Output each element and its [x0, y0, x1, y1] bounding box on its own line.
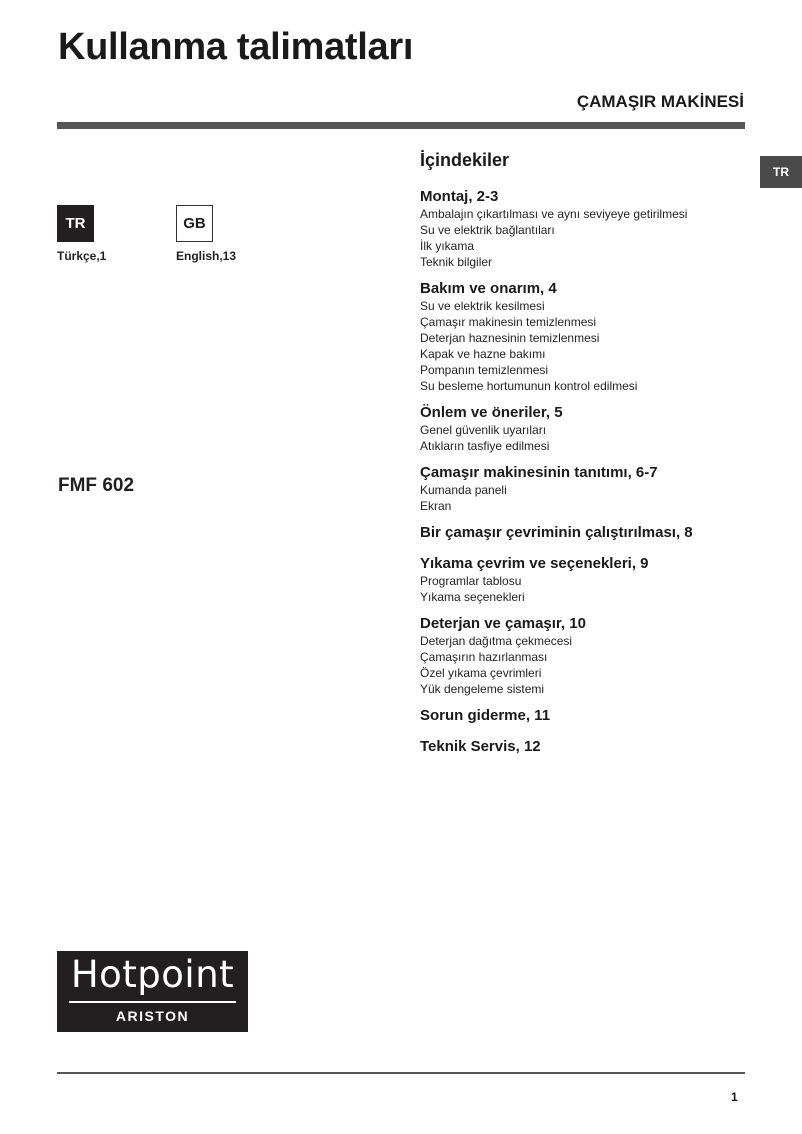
- toc-item[interactable]: Deterjan haznesinin temizlenmesi: [420, 331, 600, 345]
- toc-item[interactable]: İlk yıkama: [420, 239, 475, 253]
- toc-item[interactable]: Su ve elektrik kesilmesi: [420, 299, 545, 313]
- toc-item[interactable]: Kumanda paneli: [420, 483, 507, 497]
- toc-item[interactable]: Özel yıkama çevrimleri: [420, 666, 542, 680]
- toc-section: [420, 706, 760, 725]
- toc-section: [420, 279, 760, 394]
- toc-item[interactable]: Atıkların tasfiye edilmesi: [420, 439, 550, 453]
- header-divider: [57, 122, 745, 129]
- toc-section-title[interactable]: Sorun giderme, 11: [420, 707, 551, 724]
- toc-section: [420, 614, 760, 697]
- toc-section: [420, 737, 760, 756]
- toc-item[interactable]: Ambalajın çıkartılması ve aynı seviyeye getirilmesi: [420, 207, 688, 221]
- toc-section: [420, 523, 760, 542]
- toc-item[interactable]: Su besleme hortumunun kontrol edilmesi: [420, 379, 638, 393]
- logo-brand-text: Hotpoint: [70, 953, 235, 996]
- footer-divider: [57, 1072, 745, 1074]
- toc-section: [420, 463, 760, 514]
- brand-logo: [57, 951, 248, 1032]
- toc-item[interactable]: Deterjan dağıtma çekmecesi: [420, 634, 573, 648]
- toc-item[interactable]: Ekran: [420, 499, 452, 513]
- toc-section-title[interactable]: Önlem ve öneriler, 5: [420, 404, 563, 421]
- toc-item[interactable]: Kapak ve hazne bakımı: [420, 347, 546, 361]
- toc-item[interactable]: Su ve elektrik bağlantıları: [420, 223, 555, 237]
- toc-item[interactable]: Pompanın temizlenmesi: [420, 363, 549, 377]
- toc-section-title[interactable]: Yıkama çevrim ve seçenekleri, 9: [420, 555, 649, 572]
- toc-item[interactable]: Yıkama seçenekleri: [420, 590, 525, 604]
- logo-divider: [69, 1001, 236, 1003]
- table-of-contents: [420, 150, 760, 768]
- toc-section: [420, 554, 760, 605]
- toc-section-title[interactable]: Çamaşır makinesinin tanıtımı, 6-7: [420, 464, 658, 481]
- logo-sub-text: ARISTON: [115, 1008, 190, 1024]
- toc-section-title[interactable]: Bir çamaşır çevriminin çalıştırılması, 8: [420, 524, 693, 541]
- toc-section: [420, 187, 760, 270]
- toc-item[interactable]: Programlar tablosu: [420, 574, 522, 588]
- language-side-tab: TR: [760, 156, 802, 188]
- toc-item[interactable]: Çamaşır makinesin temizlenmesi: [420, 315, 597, 329]
- language-label-gb: English,13: [176, 249, 237, 263]
- product-type: ÇAMAŞIR MAKİNESİ: [576, 92, 744, 111]
- page-number: 1: [731, 1090, 738, 1104]
- toc-heading: İçindekiler: [420, 150, 510, 170]
- toc-section-title[interactable]: Deterjan ve çamaşır, 10: [420, 615, 586, 632]
- toc-item[interactable]: Yük dengeleme sistemi: [420, 682, 545, 696]
- toc-item[interactable]: Teknik bilgiler: [420, 255, 493, 269]
- toc-section-title[interactable]: Teknik Servis, 12: [420, 738, 541, 755]
- toc-section: [420, 403, 760, 454]
- toc-section-title[interactable]: Bakım ve onarım, 4: [420, 280, 557, 297]
- language-box-gb[interactable]: GB: [176, 205, 213, 242]
- language-label-tr: Türkçe,1: [57, 249, 107, 263]
- document-title: Kullanma talimatları: [58, 26, 414, 68]
- toc-item[interactable]: Genel güvenlik uyarıları: [420, 423, 547, 437]
- toc-section-title[interactable]: Montaj, 2-3: [420, 188, 499, 205]
- toc-item[interactable]: Çamaşırın hazırlanması: [420, 650, 548, 664]
- model-number: FMF 602: [58, 475, 135, 496]
- language-box-tr[interactable]: TR: [57, 205, 94, 242]
